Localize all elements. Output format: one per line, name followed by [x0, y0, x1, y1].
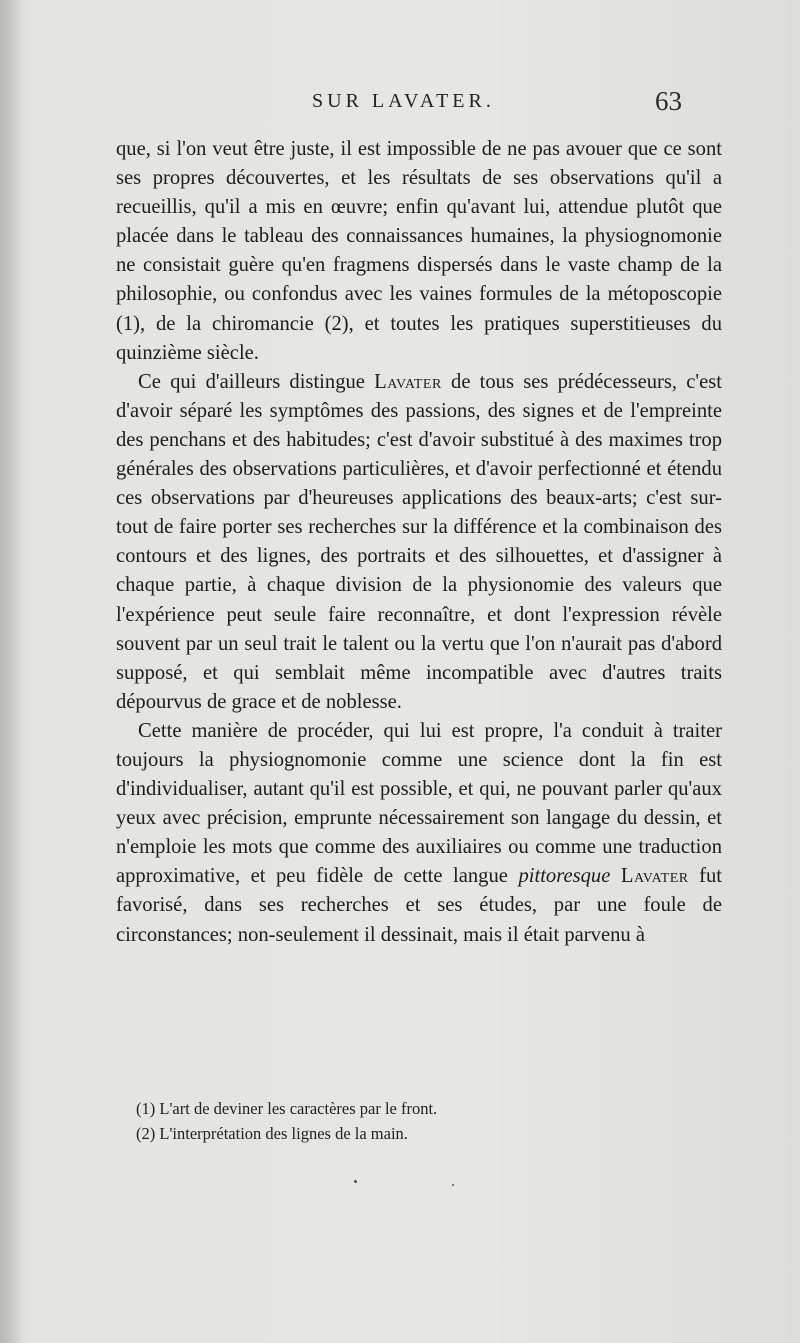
ink-speck — [354, 1180, 357, 1183]
footnotes — [136, 1096, 696, 1146]
page-number: 63 — [655, 86, 682, 116]
running-head — [0, 86, 800, 126]
author-name: Lavater — [374, 370, 442, 393]
paragraph-1-text: que, si l'on veut être juste, il est impossible de ne pas avouer que ce sont ses propres découvertes, et les résultats de ses observations qu'il a recueillis, qu'il a mis en œuvre; enfin qu'avant lui, attendue plutôt que placée dans le tableau des connaissances humaines, la physiognomonie ne consistait guère qu'en fragmens dispersés dans le vaste champ de la philosophie, ou confondus avec les vaines formules de la métoposcopie (1), de la chiromancie (2), et toutes les pratiques superstitieuses du quinzième siècle. — [116, 138, 722, 364]
paragraph-2-text-start: Ce qui d'ailleurs distingue — [138, 370, 375, 393]
footnote-2: (2) L'interprétation des lignes de la main. — [136, 1124, 408, 1143]
page-gutter-shadow — [0, 0, 22, 1343]
paragraph-3 — [116, 717, 722, 950]
italic-term: pittoresque — [518, 865, 611, 888]
paragraph-2-text-end: de tous ses prédécesseurs, c'est d'avoir séparé les symptômes des passions, des signes et de l'empreinte des penchans et des habitudes; c'est d'avoir substitué à des maximes trop générales des observations particulières, et d'avoir perfectionné et étendu ces observations par d'heureuses applications des beaux-arts; c'est sur-tout de faire porter ses recherches sur la différence et la combinaison des contours et des lignes, des portraits et des silhouettes, et d'assigner à chaque partie, à chaque division de la physionomie des valeurs que l'expérience peut seule faire reconnaître, et dont l'expression révèle souvent par un seul trait le talent ou la vertu que l'on n'aurait pas d'abord supposé, et qui semblait même incompatible avec d'autres traits dépourvus de grace et de noblesse. — [116, 370, 722, 713]
author-name: Lavater — [620, 865, 689, 888]
paragraph-3-text-start: Cette manière de procéder, qui lui est propre, l'a conduit à traiter toujours la physiognomonie comme une science dont la fin est d'individualiser, autant qu'il est possible, et qui, ne pouvant parler qu'aux yeux avec précision, emprunte nécessairement son langage du dessin, et n'emploie les mots que comme des auxiliaires ou comme une traduction approximative, et peu fidèle de cette langue — [116, 719, 722, 888]
body-text — [116, 135, 722, 950]
paragraph-1 — [116, 135, 722, 368]
paragraph-2 — [116, 368, 722, 717]
paragraph-3-text-end: fut favorisé, dans ses recherches et ses études, par une foule de circonstances; non-seulement il dessinait, mais il était parvenu à — [116, 865, 722, 946]
footnote-1: (1) L'art de deviner les caractères par le front. — [136, 1099, 438, 1118]
paragraph-3-gap — [610, 865, 621, 887]
ink-speck — [452, 1184, 454, 1186]
running-title: SUR LAVATER. — [312, 90, 495, 112]
